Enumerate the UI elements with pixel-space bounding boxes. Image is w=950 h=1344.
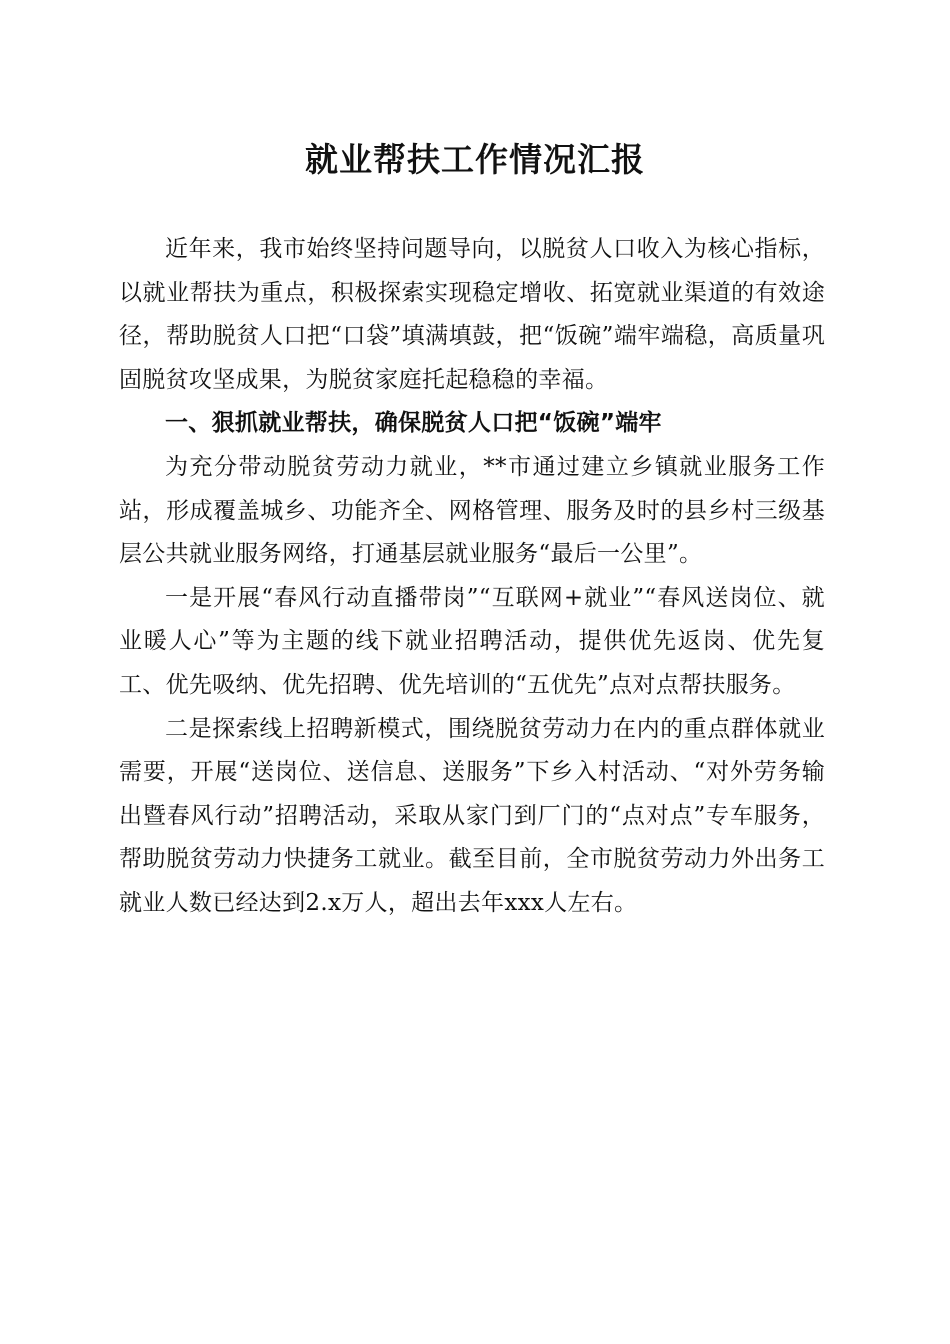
intro-paragraph: 近年来，我市始终坚持问题导向，以脱贫人口收入为核心指标，以就业帮扶为重点，积极探索实现稳定增收、拓宽就业渠道的有效途径，帮助脱贫人口把“口袋”填满填鼓，把“饭碗”端牢端稳，高质量巩固脱贫攻坚成果，为脱贫家庭托起稳稳的幸福。 [119,236,825,393]
document-body [119,228,825,926]
document-title: 就业帮扶工作情况汇报 [305,140,645,179]
measure-one-paragraph: 一是开展“春风行动直播带岗”“互联网+就业”“春风送岗位、就业暖人心”等为主题的线下就业招聘活动，提供优先返岗、优先复工、优先吸纳、优先招聘、优先培训的“五优先”点对点帮扶服务。 [119,584,825,698]
section-heading: 一、狠抓就业帮扶，确保脱贫人口把“饭碗”端牢 [165,410,662,437]
measure-two-paragraph: 二是探索线上招聘新模式，围绕脱贫劳动力在内的重点群体就业需要，开展“送岗位、送信息、送服务”下乡入村活动、“对外劳务输出暨春风行动”招聘活动，采取从家门到厂门的“点对点”专车服务，帮助脱贫劳动力快捷务工就业。截至目前，全市脱贫劳动力外出务工就业人数已经达到2.x万人，超出去年xxx人左右。 [119,715,825,916]
section-intro-paragraph: 为充分带动脱贫劳动力就业，**市通过建立乡镇就业服务工作站，形成覆盖城乡、功能齐全、网格管理、服务及时的县乡村三级基层公共就业服务网络，打通基层就业服务“最后一公里”。 [119,453,825,568]
